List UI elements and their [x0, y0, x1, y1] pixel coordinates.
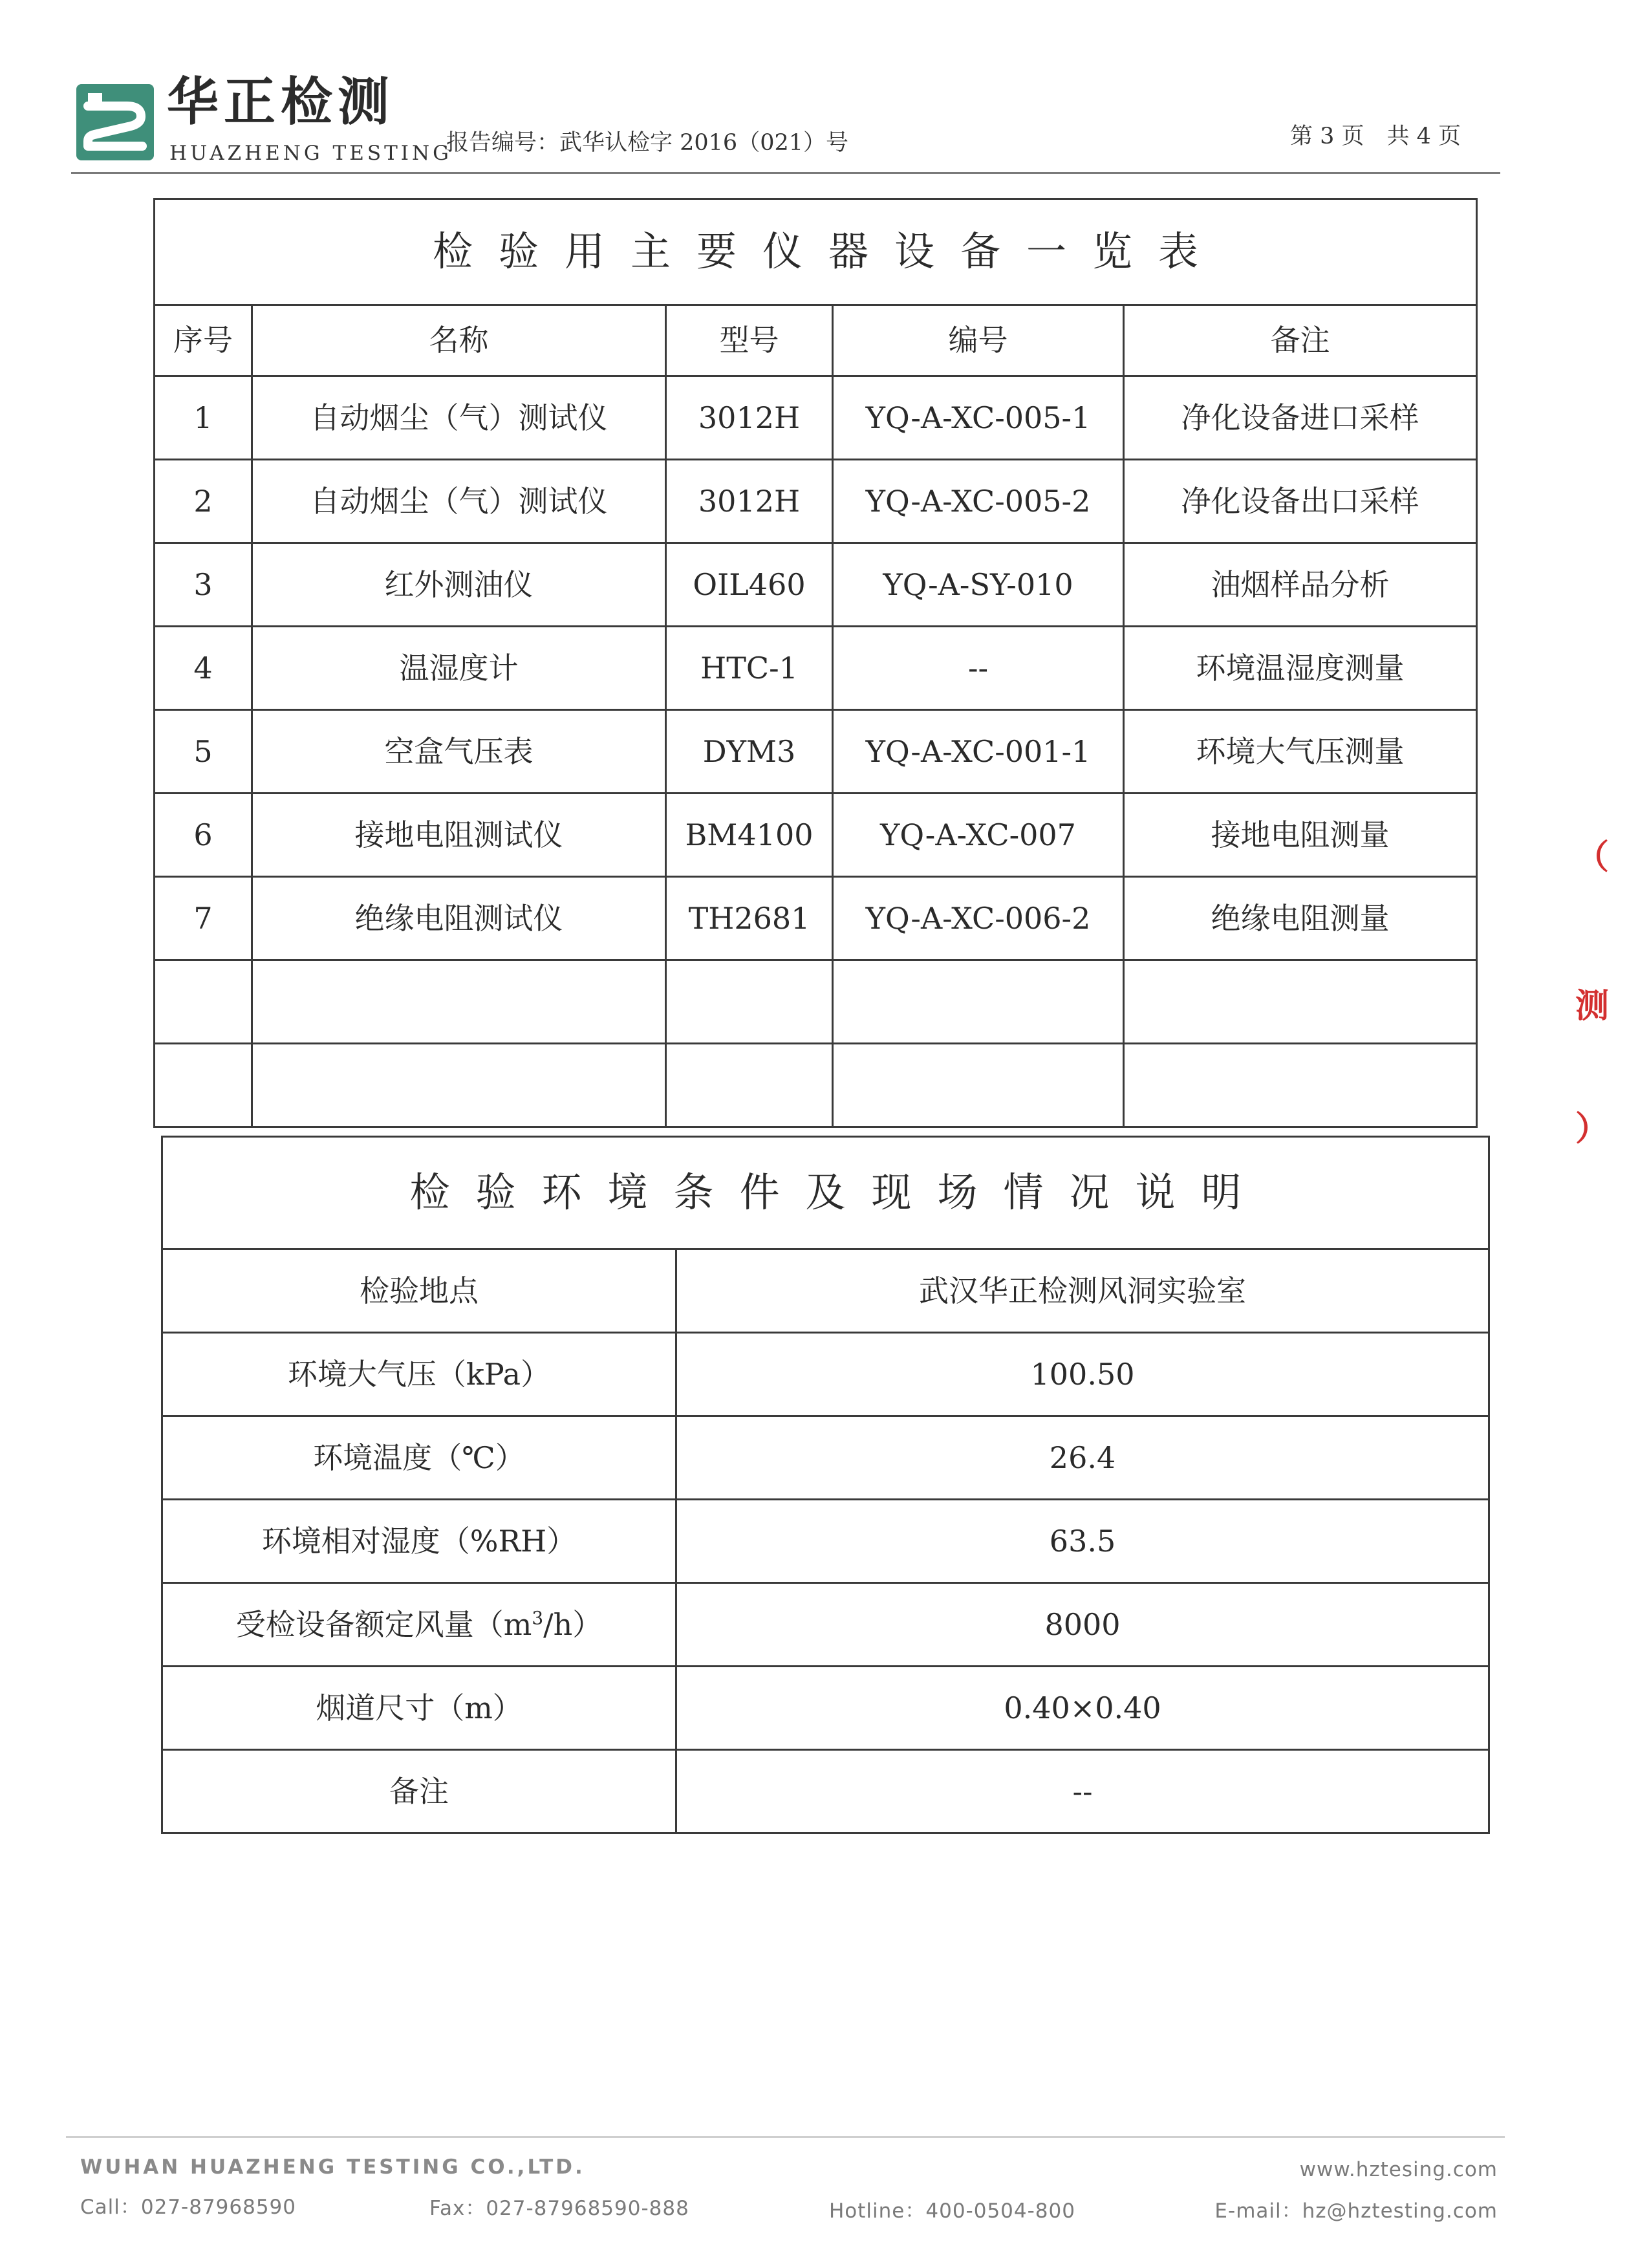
cell-serial: YQ-A-XC-007: [833, 794, 1124, 877]
row-label: 环境温度（℃）: [162, 1416, 676, 1500]
cell-model: BM4100: [666, 794, 833, 877]
cell-index: 2: [155, 460, 252, 543]
table-row: [155, 710, 1477, 794]
cell-name: 温湿度计: [252, 627, 666, 710]
footer-hotline: Hotline：400-0504-800: [829, 2199, 1075, 2223]
footer-fax: Fax：027-87968590-888: [429, 2197, 689, 2220]
equipment-table-title: 检验用主要仪器设备一览表: [155, 199, 1477, 305]
table-row: [162, 1667, 1489, 1750]
table-row: [155, 627, 1477, 710]
red-seal-fragment: （ 测 ）: [1575, 838, 1610, 1149]
cell-name: 空盒气压表: [252, 710, 666, 794]
row-label: 备注: [162, 1750, 676, 1833]
row-value: 武汉华正检测风洞实验室: [676, 1249, 1489, 1333]
table-row: [162, 1750, 1489, 1833]
table-row: [162, 1583, 1489, 1667]
logo-chinese-text: 华正检测: [167, 72, 394, 132]
cell-model: DYM3: [666, 710, 833, 794]
column-header-serial: 编号: [833, 305, 1124, 376]
cell-serial: YQ-A-XC-006-2: [833, 877, 1124, 960]
column-header-name: 名称: [252, 305, 666, 376]
cell-serial: YQ-A-XC-001-1: [833, 710, 1124, 794]
cell-model: 3012H: [666, 460, 833, 543]
cell-index: 3: [155, 543, 252, 627]
cell-serial: YQ-A-XC-005-2: [833, 460, 1124, 543]
cell-serial: --: [833, 627, 1124, 710]
row-label: 检验地点: [162, 1249, 676, 1333]
row-value: 0.40×0.40: [676, 1667, 1489, 1750]
empty-table-row: [155, 1044, 1477, 1127]
cell-name: 绝缘电阻测试仪: [252, 877, 666, 960]
cell-model: HTC-1: [666, 627, 833, 710]
footer-phone: Call：027-87968590: [80, 2196, 297, 2219]
table-row: [162, 1249, 1489, 1333]
report-number: 报告编号：武华认检字 2016（021）号: [446, 130, 849, 156]
cell-model: OIL460: [666, 543, 833, 627]
page-number: 第 3 页 共 4 页: [1290, 124, 1461, 149]
equipment-table: [153, 198, 1478, 1128]
column-header-remark: 备注: [1124, 305, 1477, 376]
row-label: 受检设备额定风量$(m^3/h)$: [162, 1583, 676, 1667]
cell-remark: 环境温湿度测量: [1124, 627, 1477, 710]
footer-divider: [66, 2136, 1505, 2138]
table-row: [155, 794, 1477, 877]
row-value: 26.4: [676, 1416, 1489, 1500]
header-divider: [71, 172, 1500, 174]
environment-table-title: 检验环境条件及现场情况说明: [162, 1137, 1489, 1249]
row-value: 8000: [676, 1583, 1489, 1667]
table-row: [155, 460, 1477, 543]
empty-table-row: [155, 960, 1477, 1044]
cell-index: 5: [155, 710, 252, 794]
cell-remark: 净化设备进口采样: [1124, 376, 1477, 460]
cell-remark: 净化设备出口采样: [1124, 460, 1477, 543]
row-label: 烟道尺寸（m）: [162, 1667, 676, 1750]
cell-remark: 油烟样品分析: [1124, 543, 1477, 627]
company-logo-icon: [76, 84, 154, 160]
table-row: [155, 376, 1477, 460]
logo-english-text: HUAZHENG TESTING: [169, 142, 452, 165]
cell-remark: 环境大气压测量: [1124, 710, 1477, 794]
cell-index: 4: [155, 627, 252, 710]
table-row: [162, 1416, 1489, 1500]
table-row: [155, 543, 1477, 627]
footer-email: E-mail：hz@hztesting.com: [1214, 2199, 1498, 2223]
row-label: 环境大气压（kPa）: [162, 1333, 676, 1416]
cell-serial: YQ-A-SY-010: [833, 543, 1124, 627]
cell-index: 1: [155, 376, 252, 460]
row-value: 100.50: [676, 1333, 1489, 1416]
column-header-index: 序号: [155, 305, 252, 376]
cell-serial: YQ-A-XC-005-1: [833, 376, 1124, 460]
row-value: 63.5: [676, 1500, 1489, 1583]
cell-model: TH2681: [666, 877, 833, 960]
equipment-table-header: [155, 305, 1477, 376]
cell-name: 接地电阻测试仪: [252, 794, 666, 877]
cell-remark: 绝缘电阻测量: [1124, 877, 1477, 960]
table-row: [155, 877, 1477, 960]
cell-model: 3012H: [666, 376, 833, 460]
footer-website: www.hztesing.com: [1299, 2158, 1498, 2181]
cell-remark: 接地电阻测量: [1124, 794, 1477, 877]
footer-company-name: WUHAN HUAZHENG TESTING CO.,LTD.: [80, 2155, 585, 2179]
cell-name: 自动烟尘（气）测试仪: [252, 376, 666, 460]
column-header-model: 型号: [666, 305, 833, 376]
table-row: [162, 1500, 1489, 1583]
table-row: [162, 1333, 1489, 1416]
environment-table: [161, 1136, 1490, 1834]
row-value: --: [676, 1750, 1489, 1833]
cell-name: 自动烟尘（气）测试仪: [252, 460, 666, 543]
row-label: 环境相对湿度（%RH）: [162, 1500, 676, 1583]
cell-name: 红外测油仪: [252, 543, 666, 627]
cell-index: 7: [155, 877, 252, 960]
cell-index: 6: [155, 794, 252, 877]
